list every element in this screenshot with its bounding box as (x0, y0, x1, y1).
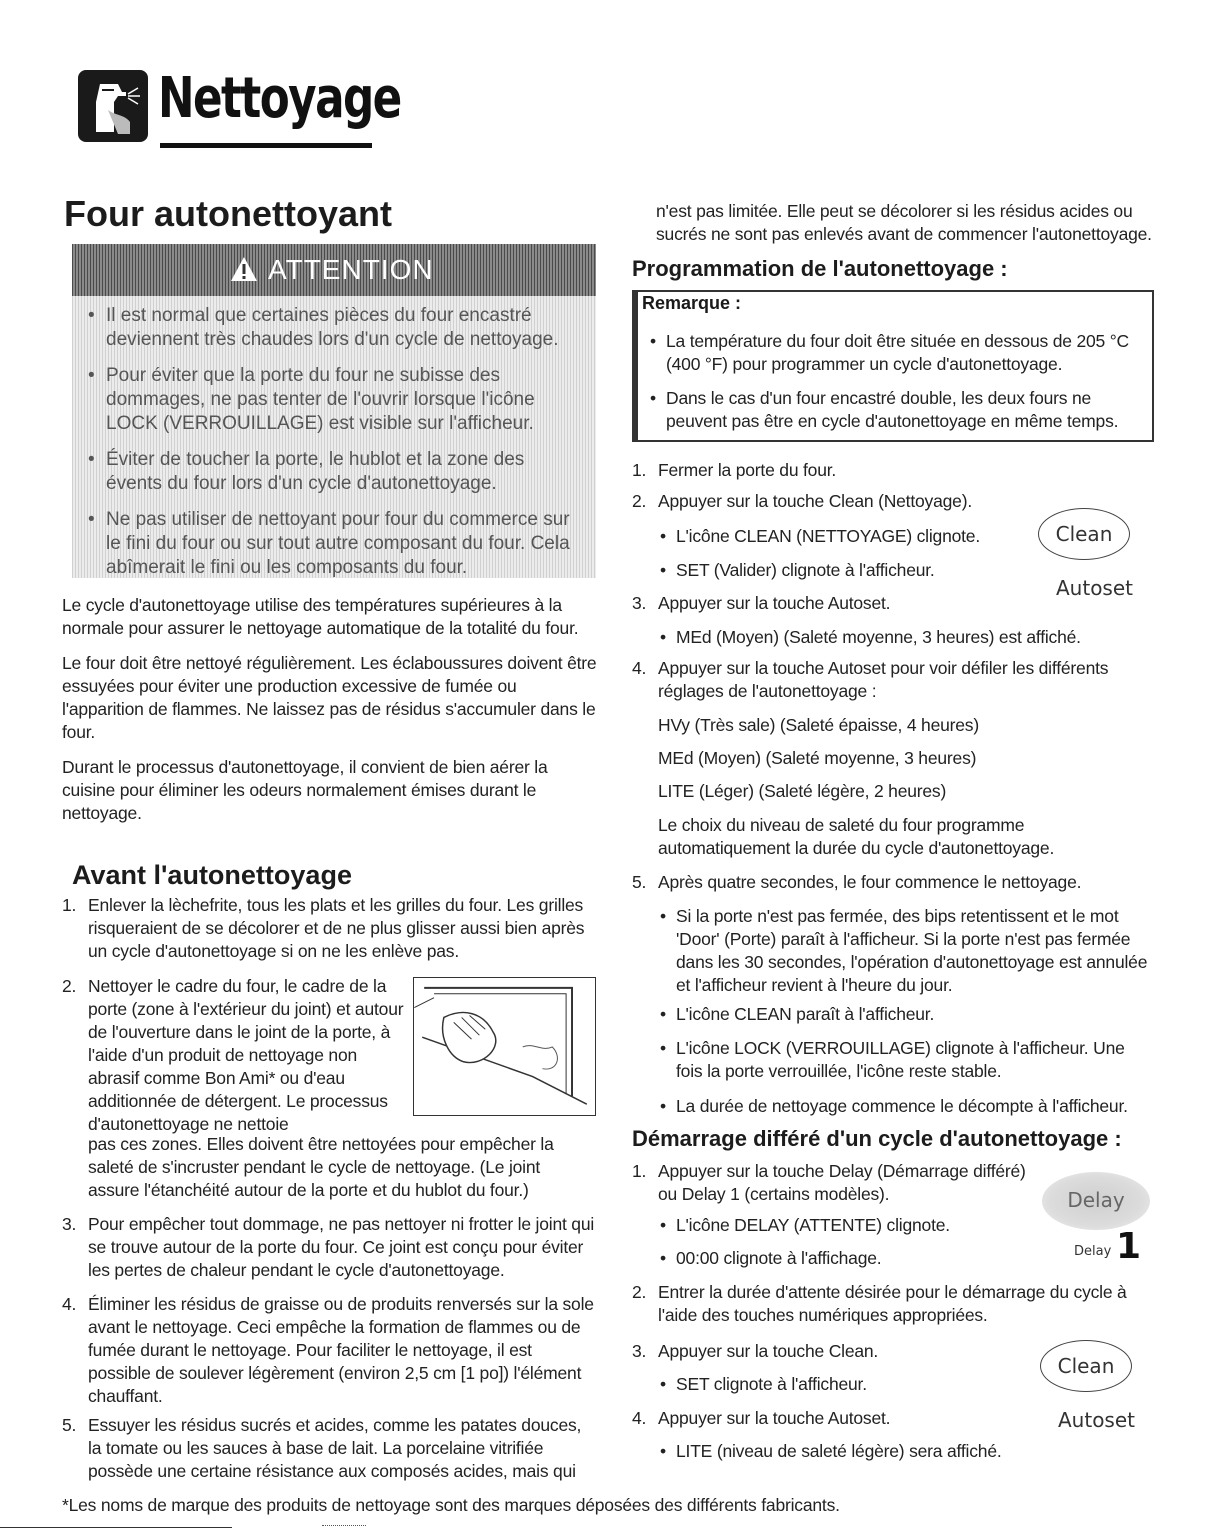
step-bullet: • MEd (Moyen) (Saleté moyenne, 3 heures) est affiché. (676, 626, 1146, 649)
warning-triangle-icon (230, 256, 258, 282)
delay1-key-label: Delay (1074, 1244, 1112, 1259)
item-number: 3. (62, 1214, 77, 1234)
delay-key: Delay (1042, 1172, 1150, 1230)
step-text: Appuyer sur la touche Autoset pour voir défiler les différents réglages de l'autonettoyage : (658, 658, 1109, 701)
warning-item: • Pour éviter que la porte du four ne subisse des dommages, ne pas tenter de l'ouvrir lorsque l'icône LOCK (VERROUILLAGE) est visible sur l'afficheur. (84, 364, 584, 436)
step-text: Après quatre secondes, le four commence le nettoyage. (658, 872, 1082, 892)
warning-item: • Il est normal que certaines pièces du four encastré deviennent très chaudes lors d'un cycle de nettoyage. (84, 304, 584, 352)
warning-item: • Ne pas utiliser de nettoyant pour four du commerce sur le fini du four ou sur tout autre composant du four. Cela abîmerait le fini ou les composants du four. (84, 508, 584, 580)
step-bullet: • L'icône CLEAN (NETTOYAGE) clignote. (676, 525, 1016, 548)
step-text: Entrer la durée d'attente désirée pour le démarrage du cycle à l'aide des touches numériques appropriées. (658, 1282, 1127, 1325)
step-text: Appuyer sur la touche Autoset. (658, 1408, 891, 1428)
note-title: Remarque : (642, 293, 742, 313)
paragraph: Le four doit être nettoyé régulièrement. Les éclaboussures doivent être essuyées pour éviter une production excessive de fumée ou l'apparition de flammes. Ne laissez pas de résidus s'accumuler dans le four. (62, 653, 597, 742)
item-text: Nettoyer le cadre du four, le cadre de la porte (zone à l'extérieur du joint) et autour de l'ouverture dans le joint de la porte, à l'aide d'un produit de nettoyage non abrasif comme Bon Ami* ou d'eau additionnée de détergent. Le processus d'autonettoyage ne nettoie (88, 976, 404, 1134)
item-text: Pour empêcher tout dommage, ne pas nettoyer ni frotter le joint qui se trouve autour de la porte du four. Ce joint est conçu pour éviter les pertes de chaleur pendant le cycle d'autonettoyage. (88, 1214, 595, 1280)
section-title: Four autonettoyant (64, 193, 392, 234)
subsection-title: Démarrage différé d'un cycle d'autonettoyage : (632, 1126, 1122, 1151)
item-text: pas ces zones. Elles doivent être nettoyées pour empêcher la saleté de s'incruster pendant le cycle de nettoyage. (Le joint assure l'étanchéité autour de la porte et du hublot du four.) (88, 1134, 554, 1200)
step-bullet: • LITE (niveau de saleté légère) sera affiché. (676, 1440, 1076, 1463)
clean-key: Clean (1040, 1340, 1132, 1392)
step-bullet: • Si la porte n'est pas fermée, des bips retentissent et le mot 'Door' (Porte) paraît à l'afficheur. Si la porte n'est pas fermée dans les 30 secondes, l'opération d'autonettoyage est annulée et l'afficheur revient à l'heure du jour. (676, 905, 1150, 997)
setting-note: Le choix du niveau de saleté du four programme automatiquement la durée du cycle d'autonettoyage. (658, 815, 1055, 858)
step-bullet: • L'icône LOCK (VERROUILLAGE) clignote à l'afficheur. Une fois la porte verrouillée, l'icône reste stable. (676, 1037, 1150, 1083)
item-text: Enlever la lèchefrite, tous les plats et les grilles du four. Les grilles risqueraient de se décolorer et de ne plus glisser aussi bien après un cycle d'autonettoyage si on ne les enlève pas. (88, 895, 585, 961)
step-text: Appuyer sur la touche Clean (Nettoyage). (658, 491, 972, 511)
step-text: Appuyer sur la touche Delay (Démarrage différé) ou Delay 1 (certains modèles). (658, 1161, 1026, 1204)
item-number: 4. (62, 1294, 77, 1314)
item-number: 5. (62, 1415, 77, 1435)
step-bullet: • La durée de nettoyage commence le décompte à l'afficheur. (676, 1095, 1150, 1118)
note-item: • La température du four doit être située en dessous de 205 °C (400 °F) pour programmer un cycle d'autonettoyage. (666, 330, 1146, 376)
warning-title: ATTENTION (268, 254, 434, 285)
step-bullet: • 00:00 clignote à l'affichage. (676, 1247, 1016, 1270)
paragraph: Le cycle d'autonettoyage utilise des températures supérieures à la normale pour assurer le nettoyage automatique de la totalité du four. (62, 595, 579, 638)
subsection-title: Programmation de l'autonettoyage : (632, 256, 1008, 281)
setting-line: LITE (Léger) (Saleté légère, 2 heures) (658, 781, 947, 801)
footnote: *Les noms de marque des produits de nettoyage sont des marques déposées des différents fabricants. (62, 1495, 840, 1515)
setting-line: HVy (Très sale) (Saleté épaisse, 4 heures) (658, 715, 979, 735)
paragraph: n'est pas limitée. Elle peut se décolorer si les résidus acides ou sucrés ne sont pas enlevés avant de commencer l'autonettoyage. (656, 201, 1152, 244)
item-text: Essuyer les résidus sucrés et acides, comme les patates douces, la tomate ou les sauces à base de lait. La porcelaine vitrifiée possède une certaine résistance aux composés acides, mais qui (88, 1415, 582, 1481)
setting-line: MEd (Moyen) (Saleté moyenne, 3 heures) (658, 748, 977, 768)
step-bullet: • L'icône DELAY (ATTENTE) clignote. (676, 1214, 1016, 1237)
autoset-key-label: Autoset (1056, 576, 1134, 600)
step-text: Fermer la porte du four. (658, 460, 837, 480)
delay1-key-number: 1 (1116, 1226, 1142, 1267)
item-number: 1. (62, 895, 77, 915)
footer-rule (0, 1527, 232, 1528)
paragraph: Durant le processus d'autonettoyage, il convient de bien aérer la cuisine pour éliminer les odeurs normalement émises durant le nettoyage. (62, 757, 548, 823)
page-title: Nettoyage (158, 66, 401, 131)
item-number: 2. (62, 976, 77, 996)
footer-dots (322, 1525, 366, 1526)
warning-box (72, 244, 596, 578)
step-bullet: • SET clignote à l'afficheur. (676, 1373, 1016, 1396)
step-text: Appuyer sur la touche Autoset. (658, 593, 891, 613)
note-item: • Dans le cas d'un four encastré double, les deux fours ne peuvent pas être en cycle d'autonettoyage en même temps. (666, 387, 1146, 433)
title-underline (160, 143, 372, 148)
oven-door-cleaning-illustration (413, 977, 596, 1116)
step-text: Appuyer sur la touche Clean. (658, 1341, 879, 1361)
warning-list (84, 304, 584, 592)
autoset-key-label: Autoset (1058, 1408, 1136, 1432)
clean-key: Clean (1038, 508, 1130, 560)
step-bullet: • L'icône CLEAN paraît à l'afficheur. (676, 1003, 1150, 1026)
warning-header (72, 244, 596, 296)
item-text: Éliminer les résidus de graisse ou de produits renversés sur la sole avant le nettoyage. Ceci empêche la formation de flammes ou de fumée durant le nettoyage. Pour faciliter le nettoyage, il est possible de soulever légèrement (environ 2,5 cm [1 po]) l'élément chauffant. (88, 1294, 594, 1406)
spray-bottle-icon (78, 70, 148, 142)
subsection-title: Avant l'autonettoyage (72, 860, 352, 890)
warning-item: • Éviter de toucher la porte, le hublot et la zone des évents du four lors d'un cycle d'autonettoyage. (84, 448, 584, 496)
step-bullet: • SET (Valider) clignote à l'afficheur. (676, 559, 1016, 582)
